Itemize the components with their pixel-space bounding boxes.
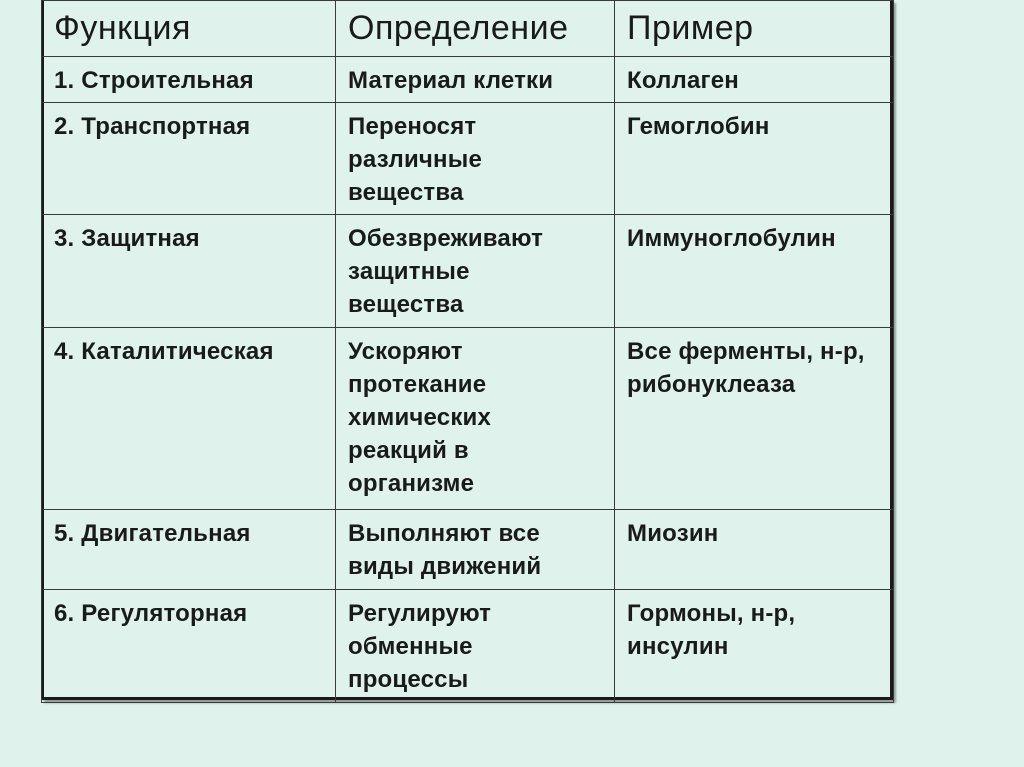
cell-function — [42, 215, 336, 328]
cell-function — [42, 328, 336, 510]
cell-example — [615, 590, 894, 703]
cell-example — [615, 57, 894, 103]
example-text: Иммуноглобулин — [627, 225, 836, 252]
function-text: 4. Каталитическая — [54, 338, 274, 365]
table-row — [42, 510, 894, 590]
header-cell-function — [42, 1, 336, 57]
cell-example — [615, 328, 894, 510]
cell-definition — [336, 103, 615, 215]
example-text: Миозин — [627, 520, 719, 547]
cell-definition — [336, 215, 615, 328]
example-text: Гемоглобин — [627, 113, 770, 140]
header-cell-example — [615, 1, 894, 57]
definition-text: Ускоряют протекание химических реакций в организме — [348, 338, 492, 497]
header-example: Пример — [627, 9, 754, 47]
definition-text: Материал клетки — [348, 67, 554, 94]
function-text: 6. Регуляторная — [54, 600, 248, 627]
example-text: Все ферменты, н-р, рибонуклеаза — [627, 338, 865, 398]
function-text: 2. Транспортная — [54, 113, 251, 140]
cell-definition — [336, 328, 615, 510]
cell-definition — [336, 510, 615, 590]
cell-example — [615, 103, 894, 215]
table-row — [42, 328, 894, 510]
definition-text: Обезвреживают защитные вещества — [348, 225, 544, 318]
header-cell-definition — [336, 1, 615, 57]
protein-functions-table — [41, 0, 894, 703]
cell-definition — [336, 590, 615, 703]
header-function: Функция — [54, 9, 191, 47]
cell-example — [615, 510, 894, 590]
table-row — [42, 590, 894, 703]
definition-text: Переносят различные вещества — [348, 113, 482, 206]
example-text: Коллаген — [627, 67, 739, 94]
table-row — [42, 215, 894, 328]
cell-function — [42, 510, 336, 590]
table-header-row — [42, 1, 894, 57]
table-row — [42, 103, 894, 215]
cell-function — [42, 57, 336, 103]
cell-definition — [336, 57, 615, 103]
table-row — [42, 57, 894, 103]
cell-function — [42, 590, 336, 703]
header-definition: Определение — [348, 9, 569, 47]
example-text: Гормоны, н-р, инсулин — [627, 600, 796, 660]
function-text: 1. Строительная — [54, 67, 254, 94]
definition-text: Выполняют все виды движений — [348, 520, 542, 580]
cell-example — [615, 215, 894, 328]
cell-function — [42, 103, 336, 215]
function-text: 3. Защитная — [54, 225, 200, 252]
definition-text: Регулируют обменные процессы — [348, 600, 492, 693]
function-text: 5. Двигательная — [54, 520, 251, 547]
